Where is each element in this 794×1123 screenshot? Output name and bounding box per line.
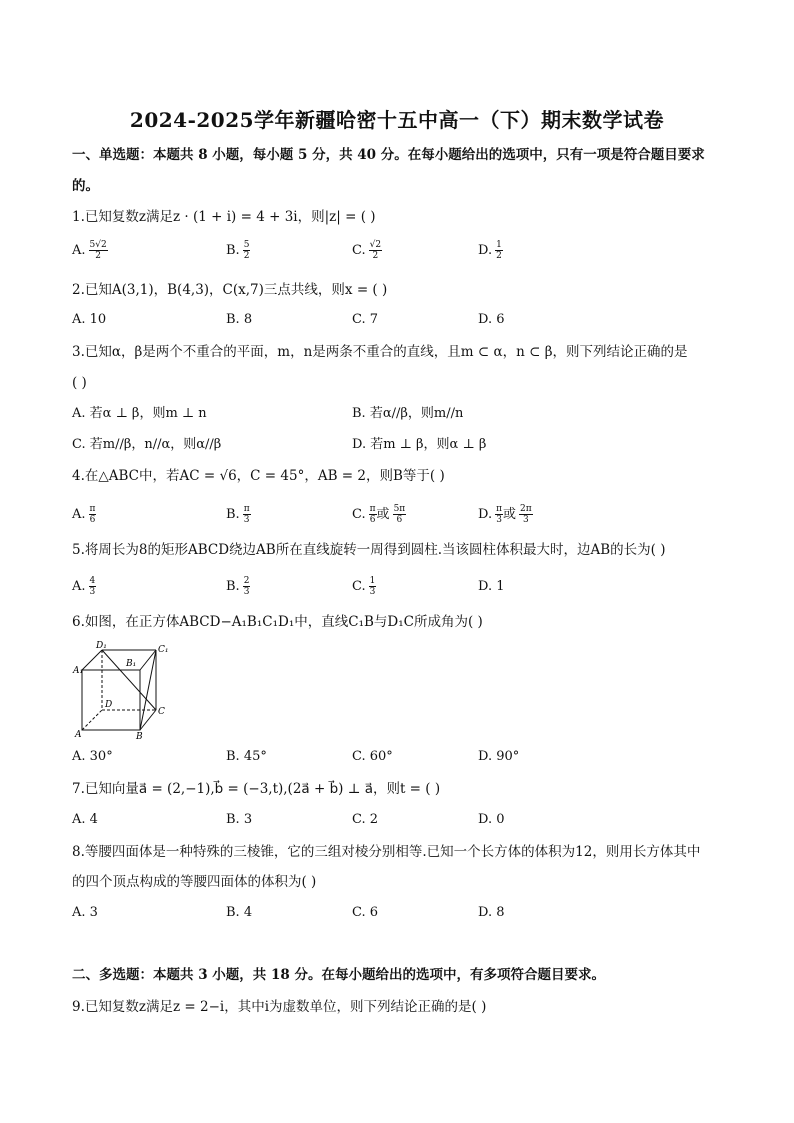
- q1-option-c: C. $\frac{√2}{2}$: [352, 240, 382, 261]
- question-9-stem: 9.已知复数z满足z = 2−i，其中i为虚数单位，则下列结论正确的是( ): [72, 999, 487, 1015]
- section1-header-cont: 的。: [72, 178, 99, 194]
- label-c: C: [158, 707, 165, 717]
- q4-option-b: B. $\frac{\pi}{3}$: [226, 504, 250, 525]
- q8-option-b: B. 4: [226, 905, 253, 920]
- q8-option-d: D. 8: [478, 905, 505, 920]
- question-6-stem: 6.如图，在正方体ABCD−A₁B₁C₁D₁中，直线C₁B与D₁C所成角为( ): [72, 614, 483, 630]
- question-5-stem: 5.将周长为8的矩形ABCD绕边AB所在直线旋转一周得到圆柱.当该圆柱体积最大时，边AB的长为( ): [72, 542, 666, 558]
- label-c1: C₁: [158, 645, 169, 655]
- q2-option-b: B. 8: [226, 312, 253, 327]
- q3-option-d: D. 若m ⊥ β，则α ⊥ β: [352, 437, 487, 452]
- q8-option-a: A. 3: [72, 905, 98, 920]
- label-b1: B₁: [126, 659, 137, 669]
- q7-option-c: C. 2: [352, 812, 379, 827]
- section2-header: 二、多选题：本题共 3 小题，共 18 分。在每小题给出的选项中，有多项符合题目要求。: [72, 967, 605, 983]
- q8-option-c: C. 6: [352, 905, 379, 920]
- q3-option-b: B. 若α//β，则m//n: [352, 406, 464, 421]
- q2-option-c: C. 7: [352, 312, 379, 327]
- label-d: D: [105, 700, 113, 710]
- question-1-stem: 1.已知复数z满足z · (1 + i) = 4 + 3i，则|z| = ( ): [72, 209, 376, 225]
- q3-option-c: C. 若m//β，n//α，则α//β: [72, 437, 222, 452]
- q6-option-b: B. 45°: [226, 749, 267, 764]
- label-a1: A₁: [73, 666, 84, 676]
- q2-option-d: D. 6: [478, 312, 505, 327]
- q7-option-a: A. 4: [72, 812, 98, 827]
- question-8-stem-cont: 的四个顶点构成的等腰四面体的体积为( ): [72, 874, 317, 890]
- q5-option-d: D. 1: [478, 579, 505, 594]
- q4-option-a: A. $\frac{\pi}{6}$: [72, 504, 96, 525]
- q4-option-c: C. $\frac{\pi}{6}$ 或 $\frac{5\pi}{6}$: [352, 504, 406, 525]
- page-title: 2024-2025学年新疆哈密十五中高一（下）期末数学试卷: [129, 108, 665, 132]
- label-a: A: [75, 730, 82, 740]
- question-7-stem: 7.已知向量a⃗ = (2,−1),b⃗ = (−3,t),(2a⃗ + b⃗) ⊥ a⃗，则t = ( ): [72, 781, 441, 797]
- cube-figure: [72, 640, 172, 740]
- question-8-stem: 8.等腰四面体是一种特殊的三棱锥，它的三组对棱分别相等.已知一个长方体的体积为12，则用长方体其中: [72, 844, 701, 860]
- question-4-stem: 4.在△ABC中，若AC = √6，C = 45°，AB = 2，则B等于( ): [72, 468, 445, 484]
- section1-header: 一、单选题：本题共 8 小题，每小题 5 分，共 40 分。在每小题给出的选项中，只有一项是符合题目要求: [72, 147, 705, 163]
- q7-option-b: B. 3: [226, 812, 253, 827]
- q7-option-d: D. 0: [478, 812, 505, 827]
- label-d1: D₁: [96, 641, 107, 651]
- q1-option-a: A. $\frac{5√2}{2}$: [72, 240, 107, 261]
- q6-option-d: D. 90°: [478, 749, 520, 764]
- label-b: B: [136, 732, 143, 740]
- q2-option-a: A. 10: [72, 312, 107, 327]
- question-2-stem: 2.已知A(3,1)，B(4,3)，C(x,7)三点共线，则x = ( ): [72, 282, 388, 298]
- q5-option-a: A. $\frac{4}{3}$: [72, 576, 96, 597]
- q1-option-d: D. $\frac{1}{2}$: [478, 240, 502, 261]
- q6-option-a: A. 30°: [72, 749, 113, 764]
- q1-option-b: B. $\frac{5}{2}$: [226, 240, 250, 261]
- question-3-stem: 3.已知α，β是两个不重合的平面，m，n是两条不重合的直线，且m ⊂ α，n ⊂ β，则下列结论正确的是: [72, 344, 688, 360]
- q5-option-c: C. $\frac{1}{3}$: [352, 576, 376, 597]
- q4-option-d: D. $\frac{\pi}{3}$ 或 $\frac{2\pi}{3}$: [478, 504, 532, 525]
- q3-option-a: A. 若α ⊥ β，则m ⊥ n: [72, 406, 207, 421]
- q5-option-b: B. $\frac{2}{3}$: [226, 576, 250, 597]
- q6-option-c: C. 60°: [352, 749, 393, 764]
- question-3-stem-cont: ( ): [72, 375, 87, 391]
